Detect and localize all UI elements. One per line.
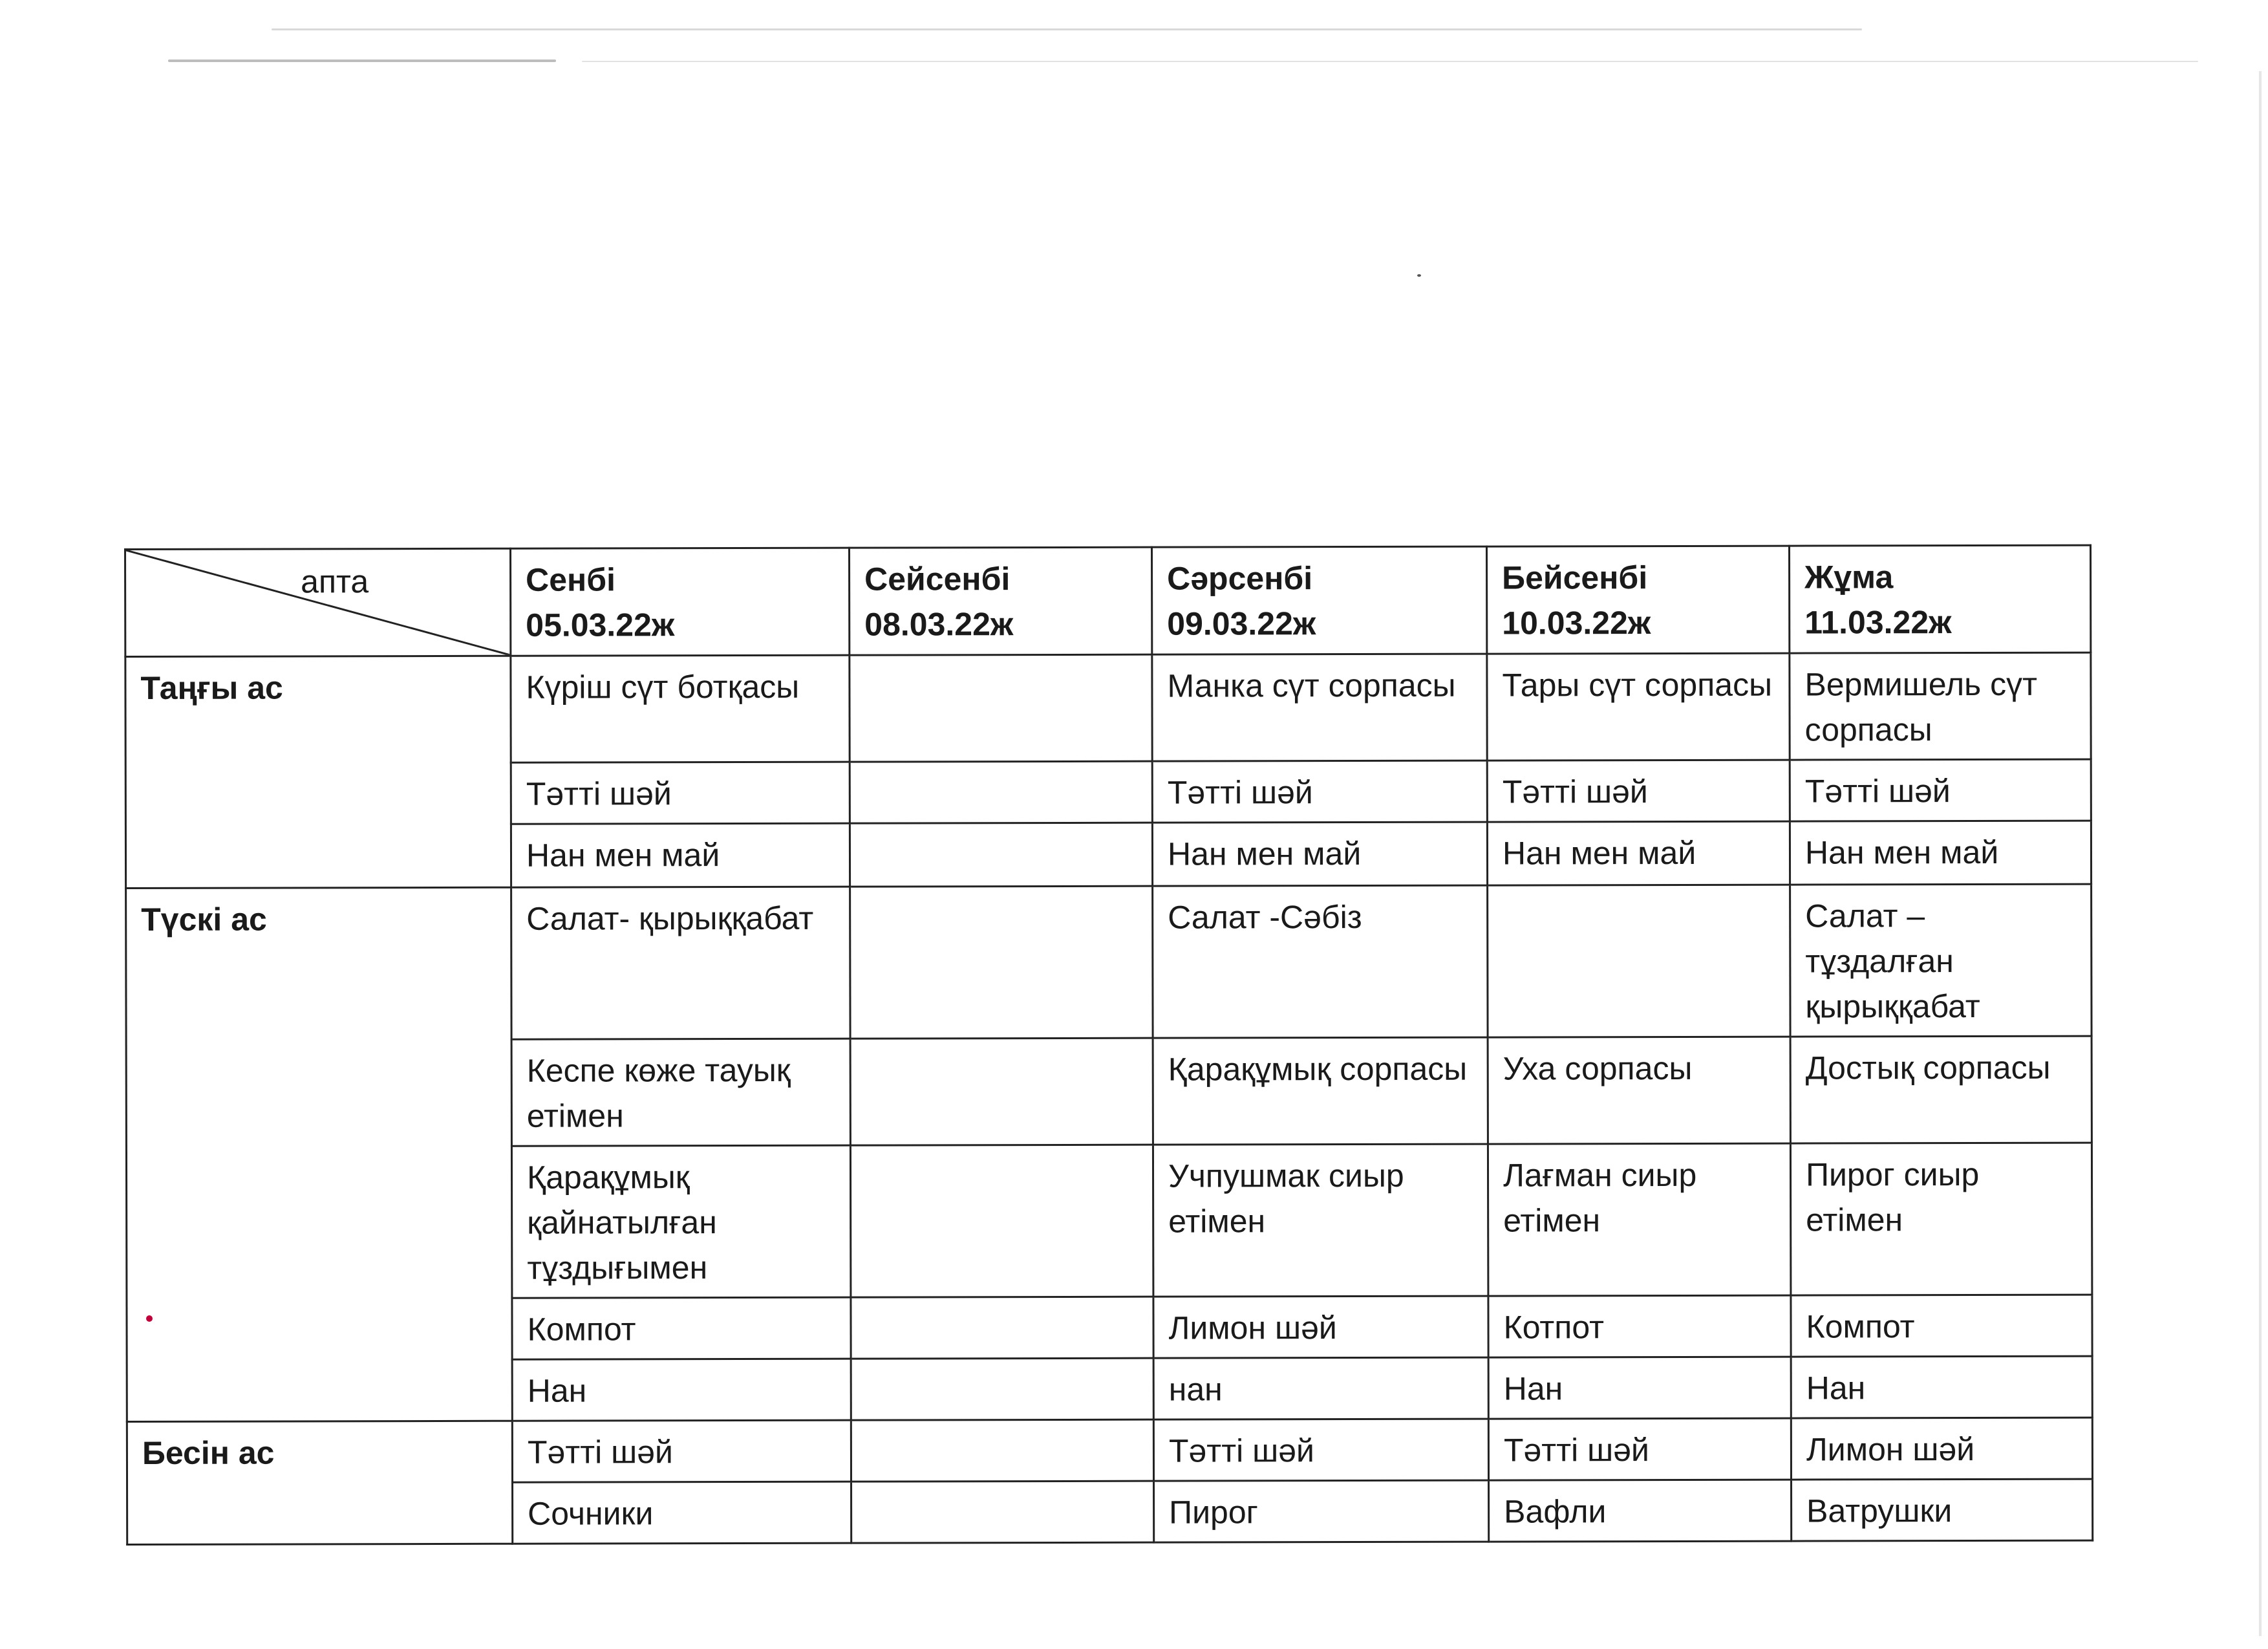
menu-cell <box>850 1145 1153 1297</box>
menu-cell: Компот <box>1791 1295 2092 1357</box>
day-header <box>1151 546 1486 654</box>
menu-cell: Тары сүт сорпасы <box>1487 653 1790 760</box>
menu-cell <box>851 1419 1153 1482</box>
menu-cell: Ватрушки <box>1792 1479 2093 1541</box>
menu-cell: Вафли <box>1489 1480 1792 1542</box>
day-header <box>1486 546 1789 654</box>
menu-cell: Лимон шәй <box>1791 1417 2092 1480</box>
day-date: 08.03.22ж <box>864 606 1014 643</box>
menu-cell: Күріш сүт ботқасы <box>511 655 850 762</box>
menu-cell: Нан мен май <box>1487 821 1790 885</box>
menu-cell: Тәтті шәй <box>1488 1418 1791 1480</box>
corner-cell <box>125 548 511 656</box>
menu-cell: Тәтті шәй <box>1152 760 1487 823</box>
menu-cell: Тәтті шәй <box>511 762 850 824</box>
menu-cell: Вермишель сүт сорпасы <box>1790 652 2091 760</box>
menu-cell <box>850 886 1153 1039</box>
menu-cell <box>850 761 1152 823</box>
corner-label: апта <box>301 563 369 600</box>
meal-label-breakfast: Таңғы ас <box>125 656 511 888</box>
scan-streak <box>168 59 556 62</box>
day-date: 09.03.22ж <box>1167 605 1316 642</box>
menu-cell: Салат – тұздалған қырыққабат <box>1790 884 2091 1037</box>
day-header <box>511 548 850 656</box>
day-name: Бейсенбі <box>1502 559 1648 596</box>
breakfast-row <box>125 652 2091 763</box>
scan-streak <box>272 28 1862 30</box>
header-row <box>125 545 2091 656</box>
menu-cell: Достық сорпасы <box>1790 1036 2091 1143</box>
lunch-row <box>126 884 2091 1040</box>
menu-cell <box>1488 885 1790 1037</box>
menu-cell: Нан <box>512 1359 851 1421</box>
menu-cell <box>851 1297 1153 1359</box>
menu-cell: Лағман сиыр етімен <box>1488 1143 1790 1296</box>
day-name: Сәрсенбі <box>1167 560 1313 597</box>
day-name: Жұма <box>1804 559 1894 596</box>
menu-cell: Нан мен май <box>1790 821 2091 885</box>
menu-cell: Компот <box>512 1297 851 1359</box>
day-header <box>850 547 1152 655</box>
menu-cell <box>850 823 1152 887</box>
menu-cell: Котпот <box>1488 1295 1791 1357</box>
day-header <box>1789 545 2090 653</box>
menu-cell: Салат- қырыққабат <box>511 887 850 1039</box>
menu-cell <box>850 1038 1153 1145</box>
menu-cell: Тәтті шәй <box>512 1420 851 1482</box>
menu-cell: Тәтті шәй <box>1153 1419 1488 1481</box>
menu-cell: Қарақұмық қайнатылған тұздығымен <box>511 1145 850 1298</box>
menu-cell: Нан мен май <box>1152 822 1487 886</box>
menu-cell: Лимон шәй <box>1153 1296 1488 1358</box>
menu-cell: Манка сүт сорпасы <box>1152 654 1487 761</box>
day-name: Сейсенбі <box>864 561 1011 598</box>
menu-cell: Нан <box>1791 1356 2092 1418</box>
day-date: 10.03.22ж <box>1502 605 1651 641</box>
menu-cell: Кеспе көже тауық етімен <box>511 1039 850 1146</box>
menu-table <box>124 544 2093 1546</box>
meal-label-snack: Бесін ас <box>127 1421 512 1544</box>
menu-cell: Қарақұмық сорпасы <box>1153 1037 1488 1145</box>
meal-label-lunch: Түскі ас <box>126 887 513 1421</box>
menu-cell <box>851 1481 1154 1543</box>
menu-cell: Уха сорпасы <box>1488 1037 1790 1144</box>
day-name: Сенбі <box>526 561 616 598</box>
menu-cell: нан <box>1153 1357 1488 1419</box>
ink-speck <box>1417 274 1421 277</box>
day-date: 11.03.22ж <box>1804 604 1952 641</box>
menu-cell: Тәтті шәй <box>1790 759 2091 821</box>
menu-cell: Нан мен май <box>511 823 850 887</box>
menu-cell: Пирог <box>1154 1480 1489 1542</box>
menu-cell: Тәтті шәй <box>1487 760 1790 822</box>
menu-cell: Салат -Сәбіз <box>1153 885 1488 1038</box>
scan-streak <box>2259 71 2262 1636</box>
menu-cell: Нан <box>1488 1357 1791 1419</box>
menu-cell: Пирог сиыр етімен <box>1790 1143 2091 1295</box>
day-date: 05.03.22ж <box>526 607 675 643</box>
snack-row <box>127 1417 2092 1483</box>
scan-streak <box>582 61 2198 62</box>
menu-cell <box>851 1358 1153 1420</box>
menu-cell: Учпушмак сиыр етімен <box>1153 1144 1488 1297</box>
menu-cell <box>850 654 1152 762</box>
menu-cell: Сочники <box>513 1482 851 1544</box>
